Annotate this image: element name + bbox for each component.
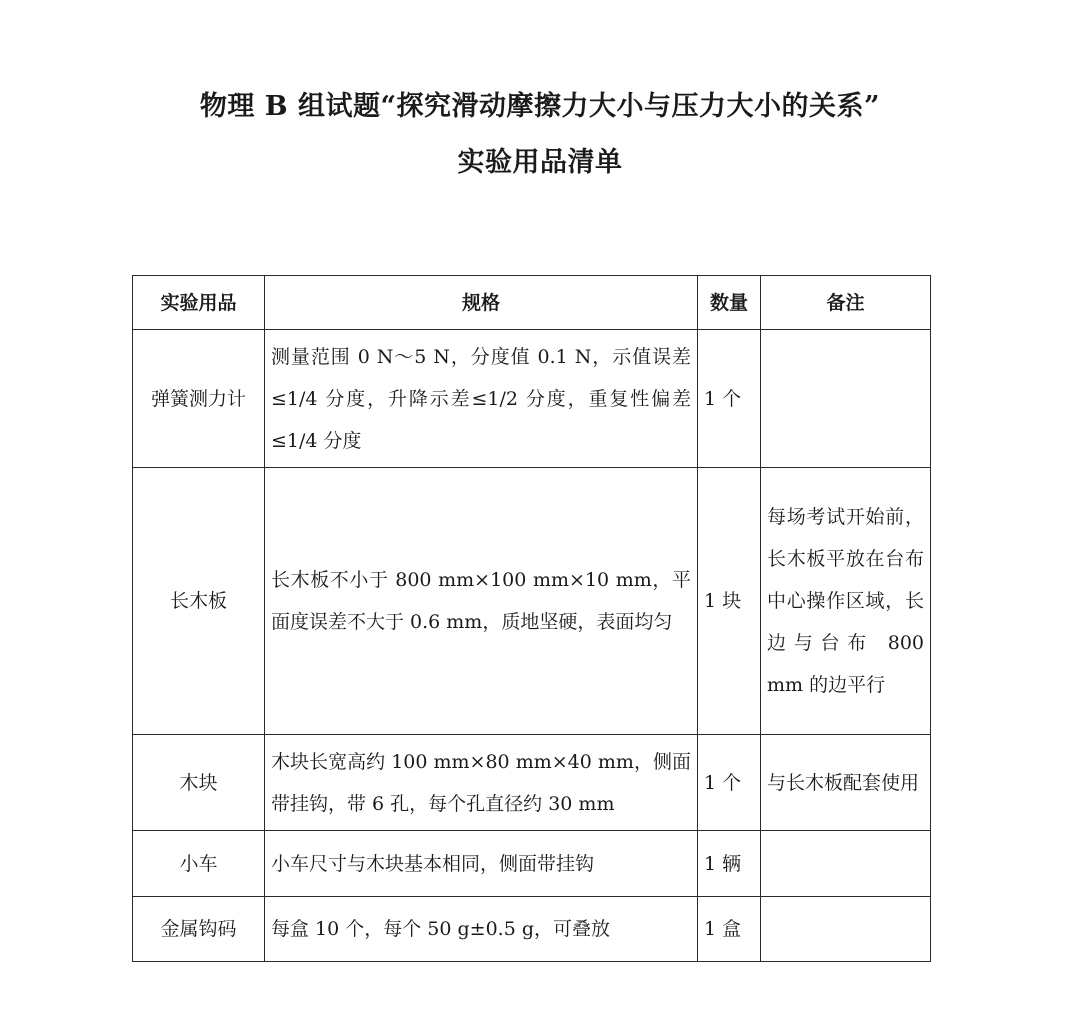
item-note-cell: 每场考试开始前，长木板平放在台布中心操作区域，长边与台布 800 mm 的边平行 <box>761 468 931 735</box>
equipment-table <box>132 275 931 962</box>
item-quantity-cell: 1 辆 <box>698 831 761 897</box>
item-quantity-cell: 1 个 <box>698 330 761 468</box>
item-name-cell: 长木板 <box>133 468 265 735</box>
item-name-cell: 小车 <box>133 831 265 897</box>
item-spec-cell: 每盒 10 个，每个 50 g±0.5 g，可叠放 <box>265 897 698 962</box>
item-spec-cell: 测量范围 0 N～5 N，分度值 0.1 N，示值误差≤1/4 分度，升降示差≤1/2 分度，重复性偏差≤1/4 分度 <box>265 330 698 468</box>
item-name-cell: 金属钩码 <box>133 897 265 962</box>
document-subtitle: 实验用品清单 <box>457 147 623 178</box>
table-row <box>133 735 931 831</box>
item-quantity-cell: 1 盒 <box>698 897 761 962</box>
item-spec-cell: 长木板不小于 800 mm×100 mm×10 mm，平面度误差不大于 0.6 mm，质地坚硬，表面均匀 <box>265 468 698 735</box>
table-row <box>133 468 931 735</box>
header-spec: 规格 <box>265 276 698 330</box>
document-title: 物理 B 组试题“探究滑动摩擦力大小与压力大小的关系” <box>199 91 881 122</box>
item-quantity-cell: 1 块 <box>698 468 761 735</box>
table-row <box>133 897 931 962</box>
table-row <box>133 330 931 468</box>
item-quantity-cell: 1 个 <box>698 735 761 831</box>
header-item-name: 实验用品 <box>133 276 265 330</box>
header-quantity: 数量 <box>698 276 761 330</box>
item-spec-cell: 小车尺寸与木块基本相同，侧面带挂钩 <box>265 831 698 897</box>
item-note-cell: 与长木板配套使用 <box>761 735 931 831</box>
item-note-cell <box>761 897 931 962</box>
table-row <box>133 831 931 897</box>
item-spec-cell: 木块长宽高约 100 mm×80 mm×40 mm，侧面带挂钩，带 6 孔，每个孔直径约 30 mm <box>265 735 698 831</box>
item-note-cell <box>761 831 931 897</box>
item-name-cell: 弹簧测力计 <box>133 330 265 468</box>
table-header-row <box>133 276 931 330</box>
header-note: 备注 <box>761 276 931 330</box>
item-name-cell: 木块 <box>133 735 265 831</box>
item-note-cell <box>761 330 931 468</box>
